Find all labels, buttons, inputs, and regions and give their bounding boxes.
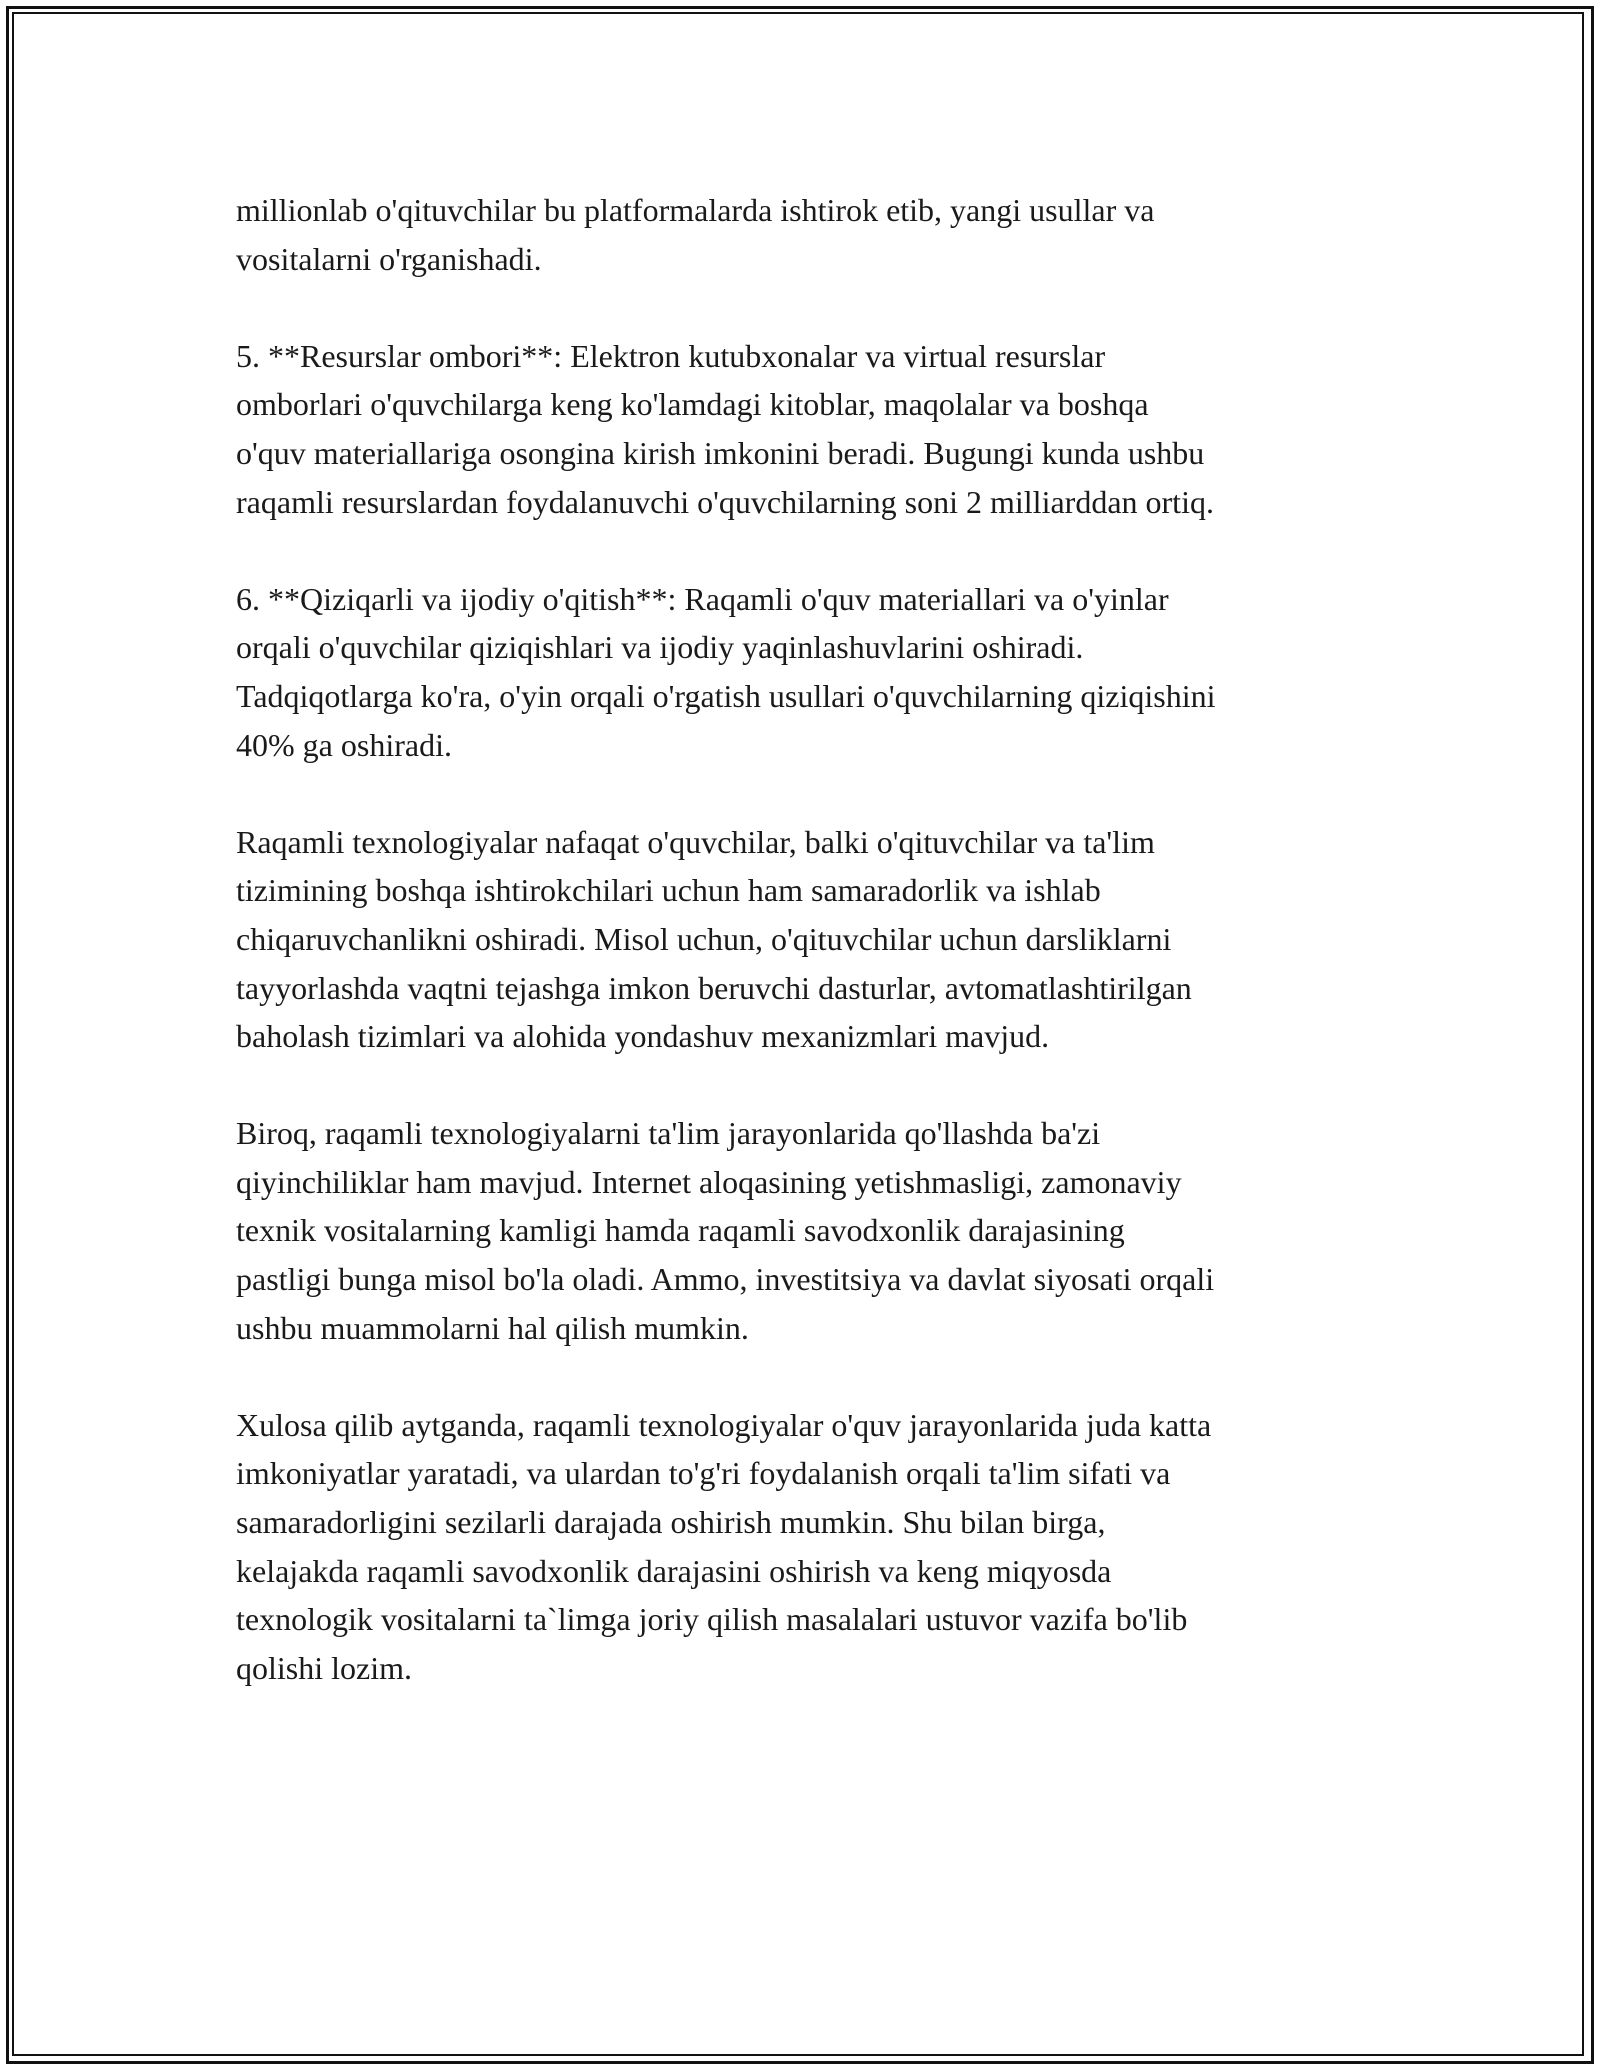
text-line: Xulosa qilib aytganda, raqamli texnologiyalar o'quv jarayonlarida juda katta [236,1406,1212,1443]
text-line: samaradorligini sezilarli darajada oshirish mumkin. Shu bilan birga, [236,1504,1106,1541]
paragraph-efficiency [236,818,1386,1061]
text-line: vositalarni o'rganishadi. [236,240,542,277]
text-line: Raqamli texnologiyalar nafaqat o'quvchilar, balki o'qituvchilar va ta'lim [236,823,1155,860]
paragraph-creative-teaching [236,575,1386,769]
text-line: baholash tizimlari va alohida yondashuv mexanizmlari mavjud. [236,1018,1050,1055]
text-line: imkoniyatlar yaratadi, va ulardan to'g'ri foydalanish orqali ta'lim sifati va [236,1455,1171,1492]
text-line: orqali o'quvchilar qiziqishlari va ijodiy yaqinlashuvlarini oshiradi. [236,629,1084,666]
text-line: qiyinchiliklar ham mavjud. Internet aloqasining yetishmasligi, zamonaviy [236,1163,1182,1200]
text-line: tizimining boshqa ishtirokchilari uchun ham samaradorlik va ishlab [236,872,1101,909]
text-line: tayyorlashda vaqtni tejashga imkon beruvchi dasturlar, avtomatlashtirilgan [236,969,1192,1006]
text-line: raqamli resurslardan foydalanuvchi o'quvchilarning soni 2 milliarddan ortiq. [236,483,1214,520]
text-line: qolishi lozim. [236,1649,412,1686]
text-line: pastligi bunga misol bo'la oladi. Ammo, investitsiya va davlat siyosati orqali [236,1261,1215,1298]
document-body [236,186,1386,1741]
text-line: ushbu muammolarni hal qilish mumkin. [236,1309,749,1346]
text-line: 5. **Resurslar ombori**: Elektron kutubxonalar va virtual resurslar [236,337,1106,374]
text-line: texnik vositalarning kamligi hamda raqamli savodxonlik darajasining [236,1212,1125,1249]
paragraph-intro-continuation [236,186,1386,283]
text-line: Biroq, raqamli texnologiyalarni ta'lim jarayonlarida qo'llashda ba'zi [236,1115,1101,1152]
text-line: omborlari o'quvchilarga keng ko'lamdagi kitoblar, maqolalar va boshqa [236,386,1149,423]
text-line: Tadqiqotlarga ko'ra, o'yin orqali o'rgatish usullari o'quvchilarning qiziqishini [236,677,1216,714]
text-line: kelajakda raqamli savodxonlik darajasini oshirish va keng miqyosda [236,1552,1112,1589]
text-line: millionlab o'qituvchilar bu platformalarda ishtirok etib, yangi usullar va [236,192,1155,228]
text-line: chiqaruvchanlikni oshiradi. Misol uchun, o'qituvchilar uchun darsliklarni [236,920,1172,957]
paragraph-resource-repository [236,332,1386,526]
text-line: 6. **Qiziqarli va ijodiy o'qitish**: Raqamli o'quv materiallari va o'yinlar [236,580,1169,617]
paragraph-conclusion [236,1401,1386,1693]
paragraph-challenges [236,1109,1386,1352]
text-line: texnologik vositalarni ta`limga joriy qilish masalalari ustuvor vazifa bo'lib [236,1601,1188,1638]
text-line: 40% ga oshiradi. [236,726,452,763]
text-line: o'quv materiallariga osongina kirish imkonini beradi. Bugungi kunda ushbu [236,434,1205,471]
